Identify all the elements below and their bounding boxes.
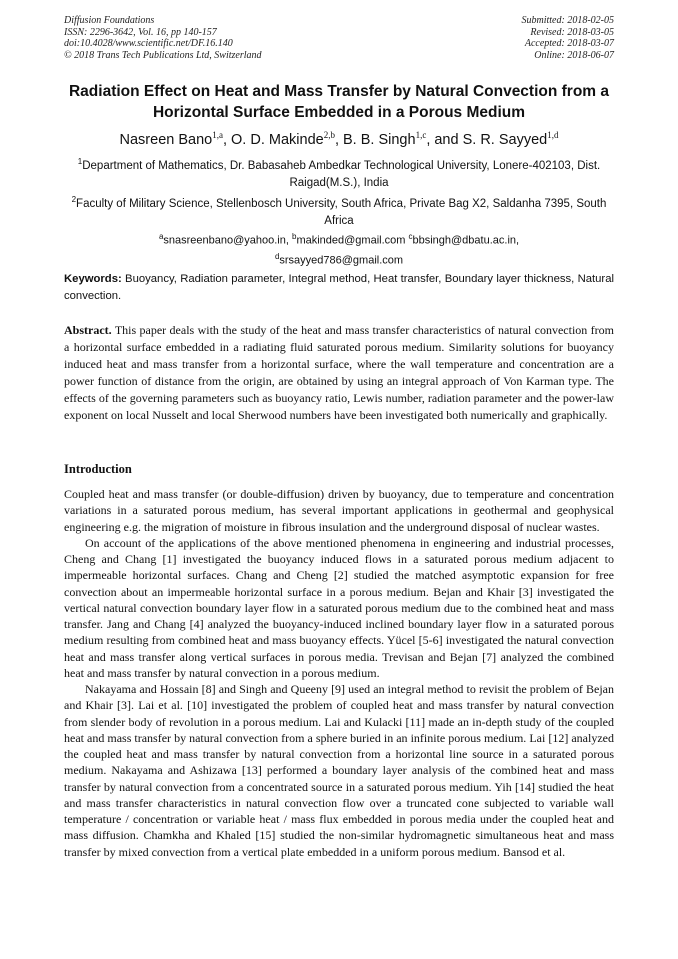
keywords: [64, 271, 614, 305]
date-online: Online: 2018-06-07: [534, 49, 614, 61]
keywords-label: Keywords:: [64, 273, 122, 285]
email-address: snasreenbano@yahoo.in,: [163, 234, 292, 247]
journal-header-right: [522, 15, 615, 61]
abstract-text: This paper deals with the study of the heat and mass transfer characteristics of natural convection from a horizontal surface embedded in a radiating fluid saturated porous medium. Similarity solutions for buoyancy induced heat and mass transfer from a horizontal surface, where the wall temperature and concentration are a power function of distance from the origin, are obtained by using an integral approach of Von Karman type. The effects of the governing parameters such as buoyancy ratio, Lewis number, radiation parameter and the power-law exponent on local Nusselt and local Sherwood numbers have been investigated both numerically and graphically.: [64, 323, 614, 422]
journal-name: Diffusion Foundations: [64, 15, 155, 26]
author-separator: ,: [334, 131, 344, 148]
date-revised: Revised: 2018-03-05: [530, 26, 614, 38]
date-submitted: Submitted: 2018-02-05: [521, 15, 614, 26]
abstract-label: Abstract.: [64, 323, 112, 337]
email-superscript: a: [158, 232, 164, 241]
affiliation-superscript: 2: [71, 195, 77, 204]
keywords-text: Buoyancy, Radiation parameter, Integral method, Heat transfer, Boundary layer thickness, Natural convection.: [64, 273, 614, 302]
email-address: makinded@gmail.com: [296, 234, 409, 247]
introduction-body: [64, 486, 614, 860]
paragraph: On account of the applications of the above mentioned phenomena in engineering and industrial processes, Cheng and Chang [1] investigated the buoyancy induced flows in a saturated porous medium adjacent to impermeable horizontal surfaces. Chang and Cheng [2] studied the matched asymptotic expansion for free convection about an impermeable horizontal surface in a porous medium. Bejan and Khair [3] investigated the vertical natural convection boundary layer flow in a saturated porous medium due to the combined heat and mass transfer. Jang and Chang [4] analyzed the buoyancy-induced inclined boundary layer flow in a saturated porous medium resulting from combined heat and mass buoyancy effects. Yücel [5-6] investigated the natural convection heat and mass transfer along vertical surfaces in porous media. Trevisan and Bejan [7] analyzed the combined heat and mass transfer by natural convection in a porous medium.: [64, 535, 614, 680]
author-list: [30, 125, 648, 150]
paper-title: Radiation Effect on Heat and Mass Transfer by Natural Convection from a Horizontal Surface Embedded in a Porous Medium: [68, 83, 610, 121]
author-name: B. B. Singh: [343, 131, 416, 148]
affiliation-superscript: 1: [77, 157, 83, 166]
journal-header-left: [64, 15, 262, 61]
email-address: srsayyed786@gmail.com: [279, 254, 404, 267]
email-superscript: c: [408, 232, 413, 241]
affiliation-text: Faculty of Military Science, Stellenbosch University, South Africa, Private Bag X2, Saldanha 7395, South Africa: [76, 197, 607, 227]
author-separator: ,: [222, 131, 232, 148]
author-separator: , and: [426, 131, 463, 148]
author-name: S. R. Sayyed: [462, 131, 548, 148]
journal-copyright: © 2018 Trans Tech Publications Ltd, Switzerland: [64, 49, 262, 61]
section-heading-introduction: Introduction: [64, 462, 132, 476]
abstract: [64, 322, 614, 424]
author-superscript: 1,a: [212, 130, 223, 140]
email-address: bbsingh@dbatu.ac.in,: [412, 234, 520, 247]
paragraph: Coupled heat and mass transfer (or double-diffusion) driven by buoyancy, due to temperature and concentration variations in a saturated porous medium, has several important applications in geothermal and geophysical engineering e.g. the migration of moisture in fibrous insulation and the underground disposal of nuclear wastes.: [64, 487, 614, 534]
affiliation-2: [64, 191, 614, 230]
email-superscript: b: [291, 232, 297, 241]
date-accepted: Accepted: 2018-03-07: [524, 38, 614, 49]
author-name: O. D. Makinde: [231, 131, 324, 148]
journal-doi: doi:10.4028/www.scientific.net/DF.16.140: [64, 38, 233, 49]
paragraph: Nakayama and Hossain [8] and Singh and Queeny [9] used an integral method to revisit the problem of Bejan and Khair [3]. Lai et al. [10] investigated the problem of coupled heat and mass transfer by natural convection from slender body of revolution in a porous medium. Lai and Kulacki [11] made an in-depth study of the coupled heat and mass transfer by natural convection from a sphere buried in an infinite porous medium. Lai [12] analyzed the coupled heat and mass transfer by natural convection from a horizontal line source in a saturated porous medium. Nakayama and Ashizawa [13] performed a boundary layer analysis of the combined heat and mass transfer by natural convection from a concentrated source in a saturated porous medium. Yih [14] studied the heat and mass transfer characteristics in natural convection flow over a truncated cone subjected to variable wall temperature / concentration or variable heat / mass flux embedded in porous media under the coupled heat and mass diffusion. Chamkha and Khaled [15] studied the non-similar hydromagnetic simultaneous heat and mass transfer by mixed convection from a vertical plate embedded in a uniform porous medium. Bansod et al.: [64, 682, 614, 859]
journal-issn: ISSN: 2296-3642, Vol. 16, pp 140-157: [64, 26, 217, 38]
author-emails: [64, 229, 614, 268]
author-superscript: 2,b: [323, 130, 335, 140]
affiliation-1: [64, 153, 614, 192]
email-superscript: d: [274, 251, 280, 261]
author-name: Nasreen Bano: [119, 131, 213, 148]
affiliation-text: Department of Mathematics, Dr. Babasaheb Ambedkar Technological University, Lonere-402103, Dist. Raigad(M.S.), India: [82, 159, 601, 189]
author-superscript: 1,d: [547, 130, 559, 140]
author-superscript: 1,c: [415, 130, 427, 140]
